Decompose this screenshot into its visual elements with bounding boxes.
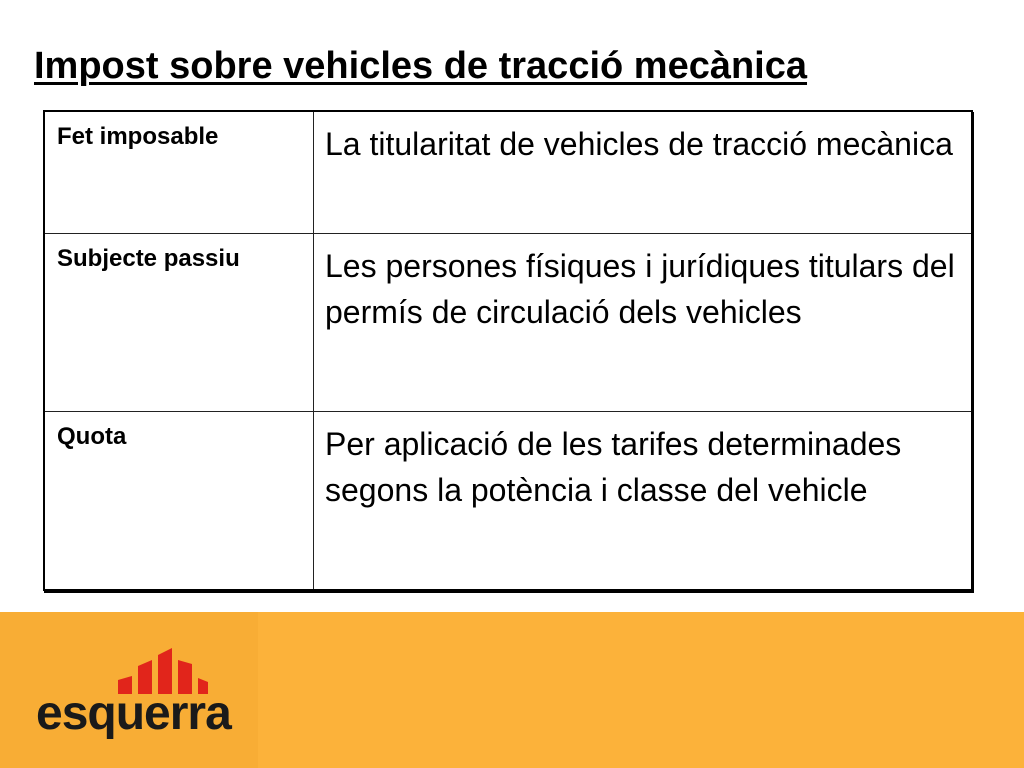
logo-text: esquerra — [36, 687, 231, 740]
page-title: Impost sobre vehicles de tracció mecànica — [34, 45, 808, 87]
row-value: Per aplicació de les tarifes determinades segons la potència i classe del vehicle — [314, 412, 973, 591]
table-row — [44, 412, 972, 591]
row-label: Fet imposable — [44, 111, 314, 234]
row-label: Quota — [44, 412, 314, 591]
table-row — [44, 111, 972, 234]
tax-definition-table — [43, 110, 973, 591]
row-value: La titularitat de vehicles de tracció mecànica — [314, 111, 973, 234]
row-value: Les persones físiques i jurídiques titulars del permís de circulació dels vehicles — [314, 234, 973, 412]
table-row — [44, 234, 972, 412]
row-label: Subjecte passiu — [44, 234, 314, 412]
